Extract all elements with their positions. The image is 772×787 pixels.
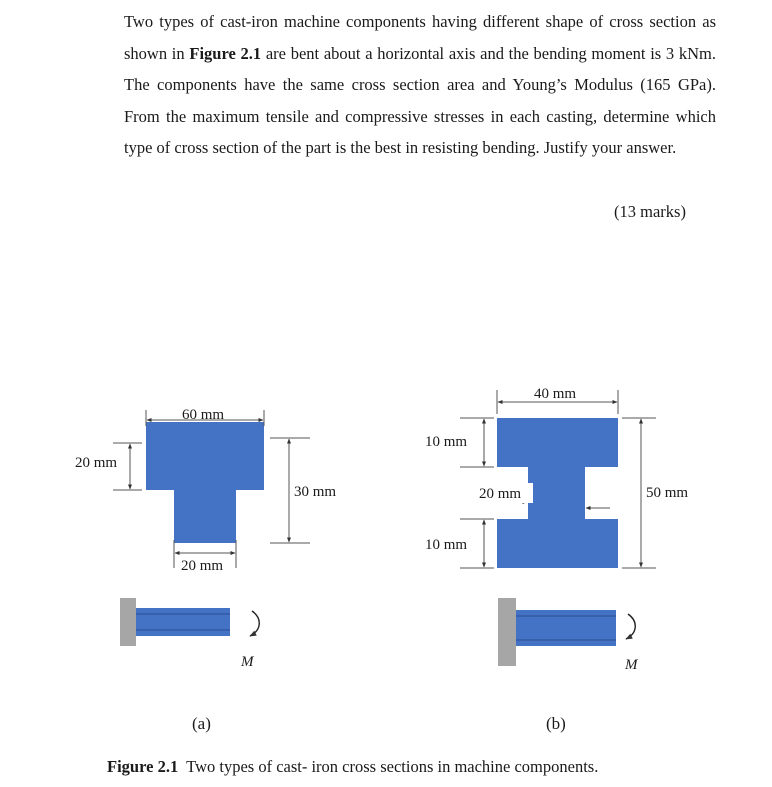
beam-b (516, 610, 616, 646)
section-b (423, 386, 700, 673)
caption-label: Figure 2.1 (107, 757, 179, 776)
dim-label-b-web: 20 mm (479, 486, 522, 502)
dim-label-a-bottom: 20 mm (181, 558, 224, 574)
subfigure-label-a: (a) (192, 714, 211, 733)
moment-label-a: M (241, 654, 254, 670)
figure-reference: Figure 2.1 (189, 43, 262, 63)
moment-arrow-a (250, 611, 259, 636)
wall-support-b (498, 598, 516, 666)
beam-side-view-a (120, 598, 259, 646)
question-text-part1: Two types of cast-iron machine components having different shape of cross section as shown in (124, 12, 716, 63)
subfigure-label-b: (b) (546, 714, 566, 733)
dim-label-b-top: 40 mm (534, 386, 577, 402)
t-section-shape (146, 422, 264, 543)
dim-label-a-right: 30 mm (294, 484, 337, 500)
caption-text: Two types of cast- iron cross sections in machine components. (178, 757, 599, 776)
beam-side-view-b (498, 598, 635, 666)
section-a (73, 407, 336, 670)
dim-label-b-height: 50 mm (646, 485, 689, 501)
moment-label-b: M (625, 657, 638, 673)
dim-label-a-left: 20 mm (75, 455, 118, 471)
dim-label-a-top: 60 mm (182, 407, 225, 423)
wall-support-a (120, 598, 136, 646)
figure-caption (107, 757, 598, 777)
beam-a (136, 608, 230, 636)
moment-arrow-b (626, 614, 635, 639)
marks-label: (13 marks) (614, 202, 686, 221)
question-text-part2: are bent about a horizontal axis and the bending moment is 3 kNm. The components have the same cross section area and Young’s Modulus (165 GPa). From the maximum tensile and compressive stresses in each casting, determine which type of cross section of the part is the best in resisting bending. Justify your answer. (124, 43, 716, 157)
dim-label-b-lower-flange: 10 mm (425, 537, 468, 553)
dim-label-b-upper-flange: 10 mm (425, 434, 468, 450)
